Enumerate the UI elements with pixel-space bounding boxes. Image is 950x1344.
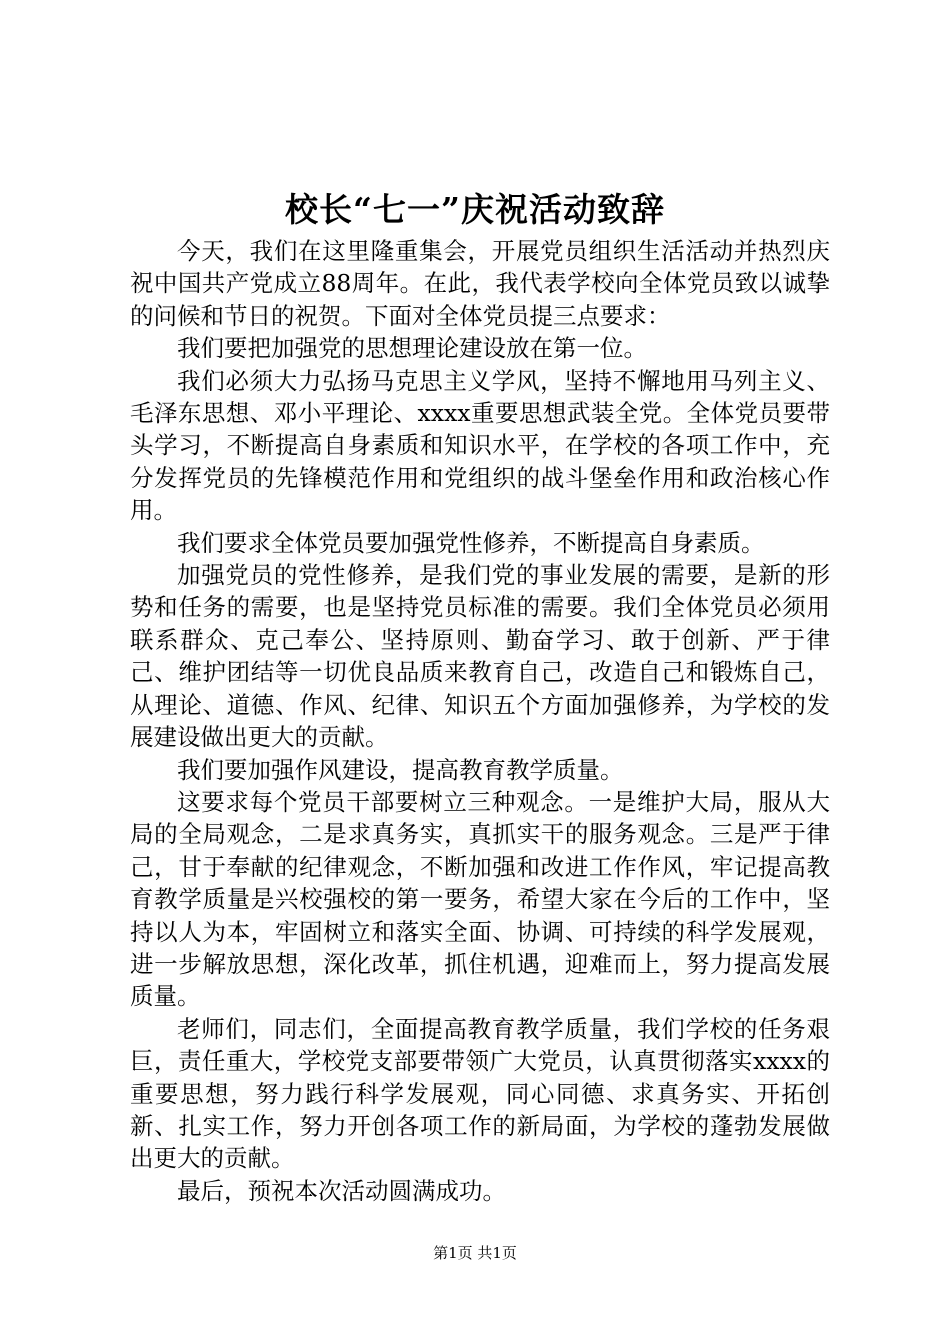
page-number-footer: 第1页 共1页: [433, 1244, 517, 1262]
document-body: [130, 235, 830, 1207]
paragraph: 今天，我们在这里隆重集会，开展党员组织生活活动并热烈庆祝中国共产党成立88周年。在此，我代表学校向全体党员致以诚挚的问候和节日的祝贺。下面对全体党员提三点要求：: [130, 237, 830, 330]
paragraph: 我们要求全体党员要加强党性修养，不断提高自身素质。: [177, 528, 765, 557]
paragraph: 我们要把加强党的思想理论建设放在第一位。: [177, 334, 647, 363]
paragraph: 最后，预祝本次活动圆满成功。: [177, 1176, 506, 1205]
paragraph: 我们必须大力弘扬马克思主义学风，坚持不懈地用马列主义、毛泽东思想、邓小平理论、xxxx重要思想武装全党。全体党员要带头学习，不断提高自身素质和知识水平，在学校的各项工作中，充分发挥党员的先锋模范作用和党组织的战斗堡垒作用和政治核心作用。: [130, 366, 830, 525]
document-title: 校长“七一”庆祝活动致辞: [285, 190, 665, 229]
paragraph: 这要求每个党员干部要树立三种观念。一是维护大局，服从大局的全局观念，二是求真务实，真抓实干的服务观念。三是严于律己，甘于奉献的纪律观念，不断加强和改进工作作风，牢记提高教育教学质量是兴校强校的第一要务，希望大家在今后的工作中，坚持以人为本，牢固树立和落实全面、协调、可持续的科学发展观，进一步解放思想，深化改革，抓住机遇，迎难而上，努力提高发展质量。: [130, 787, 830, 1011]
paragraph: 加强党员的党性修养，是我们党的事业发展的需要，是新的形势和任务的需要，也是坚持党员标准的需要。我们全体党员必须用联系群众、克己奉公、坚持原则、勤奋学习、敢于创新、严于律己、维护团结等一切优良品质来教育自己，改造自己和锻炼自己，从理论、道德、作风、纪律、知识五个方面加强修养，为学校的发展建设做出更大的贡献。: [130, 561, 830, 752]
paragraph: 我们要加强作风建设，提高教育教学质量。: [177, 755, 624, 784]
paragraph: 老师们，同志们，全面提高教育教学质量，我们学校的任务艰巨，责任重大，学校党支部要带领广大党员，认真贯彻落实xxxx的重要思想，努力践行科学发展观，同心同德、求真务实、开拓创新、扎实工作，努力开创各项工作的新局面，为学校的蓬勃发展做出更大的贡献。: [130, 1014, 830, 1173]
